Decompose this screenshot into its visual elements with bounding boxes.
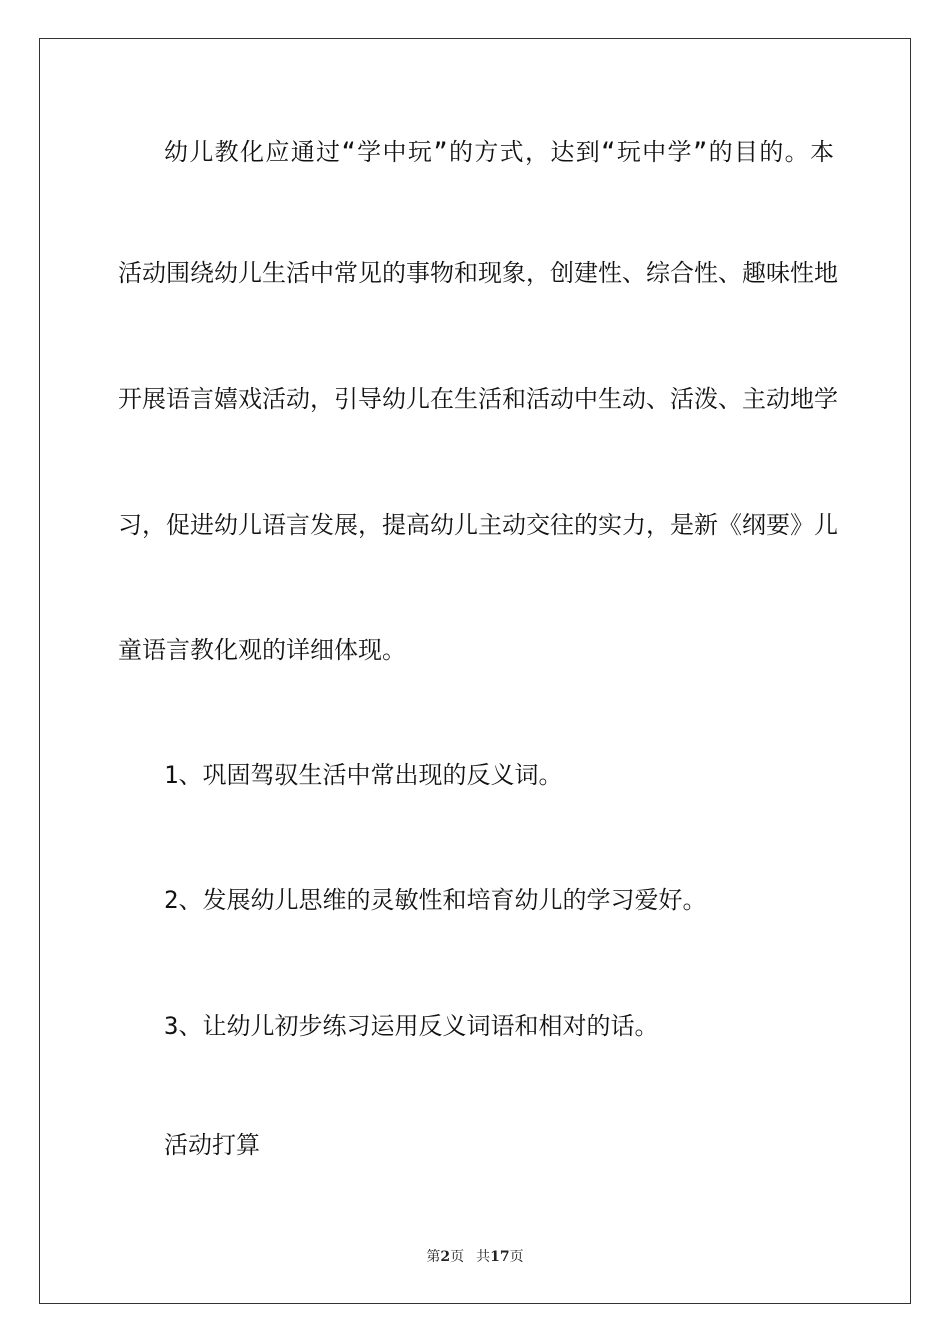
- paragraph-line-2: 活动围绕幼儿生活中常见的事物和现象，创建性、综合性、趣味性地: [118, 259, 838, 287]
- paragraph-line-3: 开展语言嬉戏活动，引导幼儿在生活和活动中生动、活泼、主动地学: [118, 385, 838, 413]
- goal-item-1: 1、巩固驾驭生活中常出现的反义词。: [164, 761, 563, 789]
- page-prefix: 第: [426, 1249, 441, 1265]
- goal-item-2: 2、发展幼儿思维的灵敏性和培育幼儿的学习爱好。: [164, 886, 707, 914]
- page-indicator: [0, 1248, 950, 1266]
- page-suffix: 页: [450, 1249, 465, 1265]
- total-suffix: 页: [509, 1249, 524, 1265]
- goal-item-3: 3、让幼儿初步练习运用反义词语和相对的话。: [164, 1012, 659, 1040]
- page-number: 2: [440, 1249, 451, 1265]
- paragraph-line-1: 幼儿教化应通过“学中玩”的方式，达到“玩中学”的目的。本: [164, 138, 834, 166]
- paragraph-line-4: 习，促进幼儿语言发展，提高幼儿主动交往的实力，是新《纲要》儿: [118, 511, 838, 539]
- section-heading: 活动打算: [164, 1131, 260, 1159]
- paragraph-line-5: 童语言教化观的详细体现。: [118, 636, 406, 664]
- page-frame: [39, 38, 911, 1304]
- total-prefix: 共: [476, 1249, 491, 1265]
- total-pages: 17: [490, 1249, 510, 1265]
